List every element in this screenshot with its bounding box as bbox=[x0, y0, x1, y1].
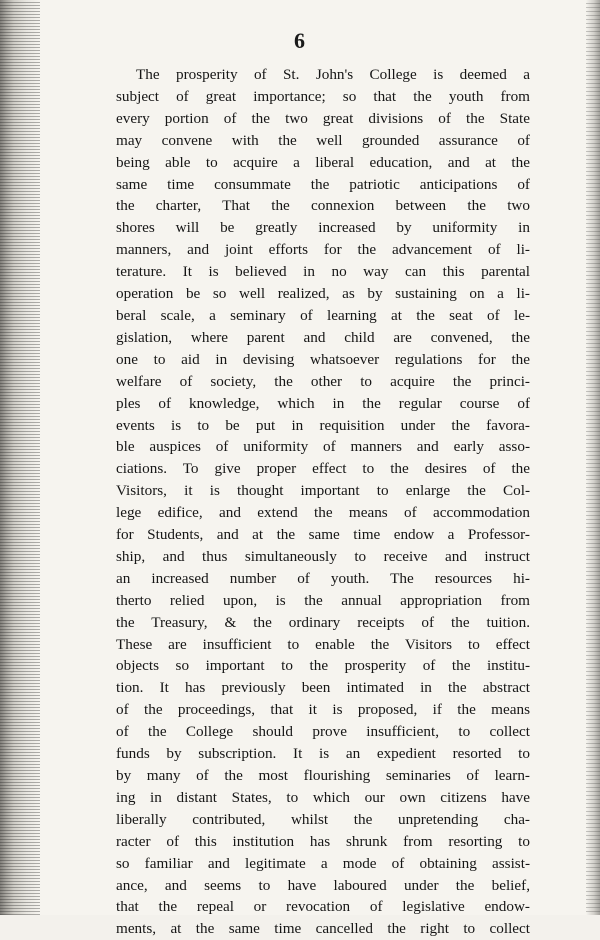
text-line: for Students, and at the same time endow a Professor- bbox=[116, 526, 530, 544]
text-line: beral scale, a seminary of learning at the seat of le- bbox=[116, 306, 530, 324]
text-line: ciations. To give proper effect to the desires of the bbox=[116, 460, 530, 478]
text-line: welfare of society, the other to acquire the princi- bbox=[116, 372, 530, 390]
text-line: every portion of the two great divisions of the State bbox=[116, 109, 530, 127]
text-line: ments, at the same time cancelled the right to collect bbox=[116, 920, 530, 938]
text-line: may convene with the well grounded assurance of bbox=[116, 131, 530, 149]
text-line: ing in distant States, to which our own citizens have bbox=[116, 788, 530, 806]
text-line: the charter, That the connexion between the two bbox=[116, 197, 530, 215]
text-line: by many of the most flourishing seminaries of learn- bbox=[116, 767, 530, 784]
text-line: liberally contributed, whilst the unpretending cha- bbox=[116, 810, 530, 828]
text-line: same time consummate the patriotic anticipations of bbox=[116, 175, 530, 193]
text-line: ship, and thus simultaneously to receive and instruct bbox=[116, 547, 530, 565]
text-line: manners, and joint efforts for the advancement of li- bbox=[116, 241, 530, 259]
text-line: shores will be greatly increased by uniformity in bbox=[116, 219, 530, 237]
text-line: Visitors, it is thought important to enlarge the Col- bbox=[116, 482, 530, 500]
text-line: therto relied upon, is the annual appropriation from bbox=[116, 591, 530, 609]
text-line: operation be so well realized, as by sustaining on a li- bbox=[116, 285, 530, 303]
text-line: the Treasury, & the ordinary receipts of the tuition. bbox=[116, 613, 530, 631]
text-line: of the College should prove insufficient, to collect bbox=[116, 723, 530, 741]
text-line: The prosperity of St. John's College is deemed a bbox=[136, 66, 530, 83]
text-line: subject of great importance; so that the youth from bbox=[116, 87, 530, 105]
text-line: ance, and seems to have laboured under the belief, bbox=[116, 876, 530, 894]
text-line: an increased number of youth. The resources hi- bbox=[116, 569, 530, 587]
text-line: funds by subscription. It is an expedient resorted to bbox=[116, 745, 530, 763]
body-paragraph bbox=[116, 64, 530, 940]
page-number: 6 bbox=[294, 28, 306, 53]
binding-edge-right bbox=[586, 0, 600, 915]
text-line: that the repeal or revocation of legislative endow- bbox=[116, 898, 530, 916]
text-line: tion. It has previously been intimated in the abstract bbox=[116, 679, 530, 697]
text-line: of the proceedings, that it is proposed, if the means bbox=[116, 701, 530, 719]
text-line: These are insufficient to enable the Visitors to effect bbox=[116, 635, 530, 653]
text-line: racter of this institution has shrunk from resorting to bbox=[116, 832, 530, 850]
text-line: events is to be put in requisition under the favora- bbox=[116, 416, 530, 434]
text-line: so familiar and legitimate a mode of obtaining assist- bbox=[116, 854, 530, 872]
text-line: ble auspices of uniformity of manners and early asso- bbox=[116, 438, 530, 456]
text-line: lege edifice, and extend the means of accommodation bbox=[116, 504, 530, 522]
binding-edge-left bbox=[0, 0, 40, 915]
text-line: one to aid in devising whatsoever regulations for the bbox=[116, 350, 530, 368]
text-line: terature. It is believed in no way can this parental bbox=[116, 263, 530, 281]
text-line: gislation, where parent and child are convened, the bbox=[116, 328, 530, 346]
text-line: being able to acquire a liberal education, and at the bbox=[116, 153, 530, 171]
text-line: objects so important to the prosperity of the institu- bbox=[116, 657, 530, 675]
text-line: ples of knowledge, which in the regular course of bbox=[116, 394, 530, 412]
